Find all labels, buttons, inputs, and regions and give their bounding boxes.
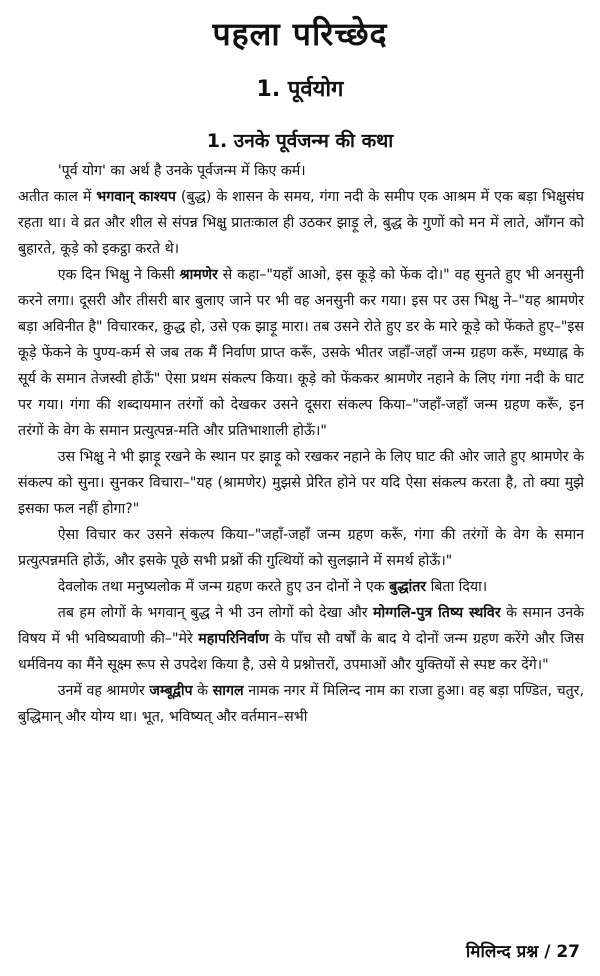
bold-term: महापरिनिर्वाण <box>198 631 269 647</box>
paragraph <box>18 262 584 444</box>
text-run: देवलोक तथा मनुष्यलोक में जन्म ग्रहण करते हुए उन दोनों ने एक <box>57 579 390 595</box>
page-footer: मिलिन्द प्रश्न / 27 <box>465 942 580 962</box>
text-run: के पाँच सौ वर्षों के बाद ये दोनों जन्म ग्रहण करेंगे और जिस धर्मविनय का मैंने सूक्ष्म रूप से उपदेश किया है, उसे ये प्रश्नोत्तरों, उपमाओं और युक्तियों से स्पष्ट कर देंगे।" <box>18 631 584 673</box>
bold-term: श्रामणेर <box>179 267 218 283</box>
section-heading: 1. पूर्वयोग <box>256 77 344 102</box>
bold-term: मोग्गलि-पुत्र तिष्य स्थविर <box>373 605 501 621</box>
bold-term: भगवान् काश्यप <box>96 189 176 205</box>
text-run: उनमें वह श्रामणेर <box>57 683 150 699</box>
bold-term: बुद्धांतर <box>389 579 427 595</box>
paragraph <box>18 158 584 184</box>
paragraph <box>18 574 584 600</box>
bold-term: सागल <box>212 683 244 699</box>
text-run: अतीत काल में <box>18 189 97 205</box>
text-run: से कहा–"यहाँ आओ, इस कूड़े को फेंक दो।" वह सुनते हुए भी अनसुनी करने लगा। दूसरी और तीसरी बार बुलाए जाने पर भी वह अनसुनी कर गया। इस पर उस भिक्षु ने–"यह श्रामणेर बड़ा अविनीत है" विचारकर, क्रुद्ध हो, उसे एक झाड़ू मारा। तब उसने रोते हुए डर के मारे कूड़े को फेंकते हुए–"इस कूड़े फेंकने के पुण्य-कर्म से जब तक मैं निर्वाण प्राप्त करूँ, उसके भीतर जहाँ-जहाँ जन्म ग्रहण करूँ, मध्याह्न के सूर्य के समान तेजस्वी होऊँ" ऐसा प्रथम संकल्प किया। कूड़े को फेंककर श्रामणेर नहाने के लिए गंगा नदी के घाट पर गया। गंगा की शब्दायमान तरंगों को देखकर उसने दूसरा संकल्प किया–"जहाँ-जहाँ जन्म ग्रहण करूँ, इन तरंगों के वेग के समान प्रत्युत्पन्न-मति और प्रतिभाशाली होऊँ।" <box>18 267 584 439</box>
text-run: (बुद्ध) के शासन के समय, गंगा नदी के समीप एक आश्रम में एक बड़ा भिक्षुसंघ रहता था। वे व्रत और शील से संपन्न भिक्षु प्रातःकाल ही उठकर झाड़ू ले, बुद्ध के गुणों को मन में लाते, आँगन को बुहारते, कूड़े को इकट्ठा करते थे। <box>18 189 584 257</box>
paragraph <box>18 678 584 730</box>
paragraph <box>18 522 584 574</box>
body-text <box>18 158 584 730</box>
paragraph <box>18 600 584 678</box>
text-run: ऐसा विचार कर उसने संकल्प किया–"जहाँ-जहाँ जन्म ग्रहण करूँ, गंगा की तरंगों के वेग के समान प्रत्युत्पन्नमति होऊँ, और इसके पूछे सभी प्रश्नों की गुत्थियों को सुलझाने में समर्थ होऊँ।" <box>18 527 584 569</box>
text-run: बिता दिया। <box>426 579 488 595</box>
bold-term: जम्बूद्वीप <box>149 683 193 699</box>
text-run: 'पूर्व योग' का अर्थ है उनके पूर्वजन्म में किए कर्म। <box>57 163 306 179</box>
text-run: उस भिक्षु ने भी झाड़ू रखने के स्थान पर झाड़ू को रखकर नहाने के लिए घाट की ओर जाते हुए श्रामणेर के संकल्प को सुना। सुनकर विचारा–"यह (श्रामणेर) मुझसे प्रेरित होने पर यदि ऐसा संकल्प करता है, तो क्या मुझे इसका फल नहीं होगा?" <box>18 449 584 517</box>
text-run: एक दिन भिक्षु ने किसी <box>57 267 180 283</box>
paragraph <box>18 444 584 522</box>
text-run: तब हम लोगों के भगवान् बुद्ध ने भी उन लोगों को देखा और <box>57 605 374 621</box>
text-run: के <box>192 683 213 699</box>
paragraph <box>18 184 584 262</box>
sub-heading: 1. उनके पूर्वजन्म की कथा <box>206 130 394 152</box>
text-run: नामक नगर में मिलिन्द नाम का राजा हुआ। वह बड़ा पण्डित, चतुर, बुद्धिमान् और योग्य था। भूत, भविष्यत् और वर्तमान–सभी <box>18 683 584 725</box>
chapter-title: पहला परिच्छेद <box>212 15 388 53</box>
text-run: के समान उनके विषय में भी भविष्यवाणी की–"मेरे <box>18 605 584 647</box>
